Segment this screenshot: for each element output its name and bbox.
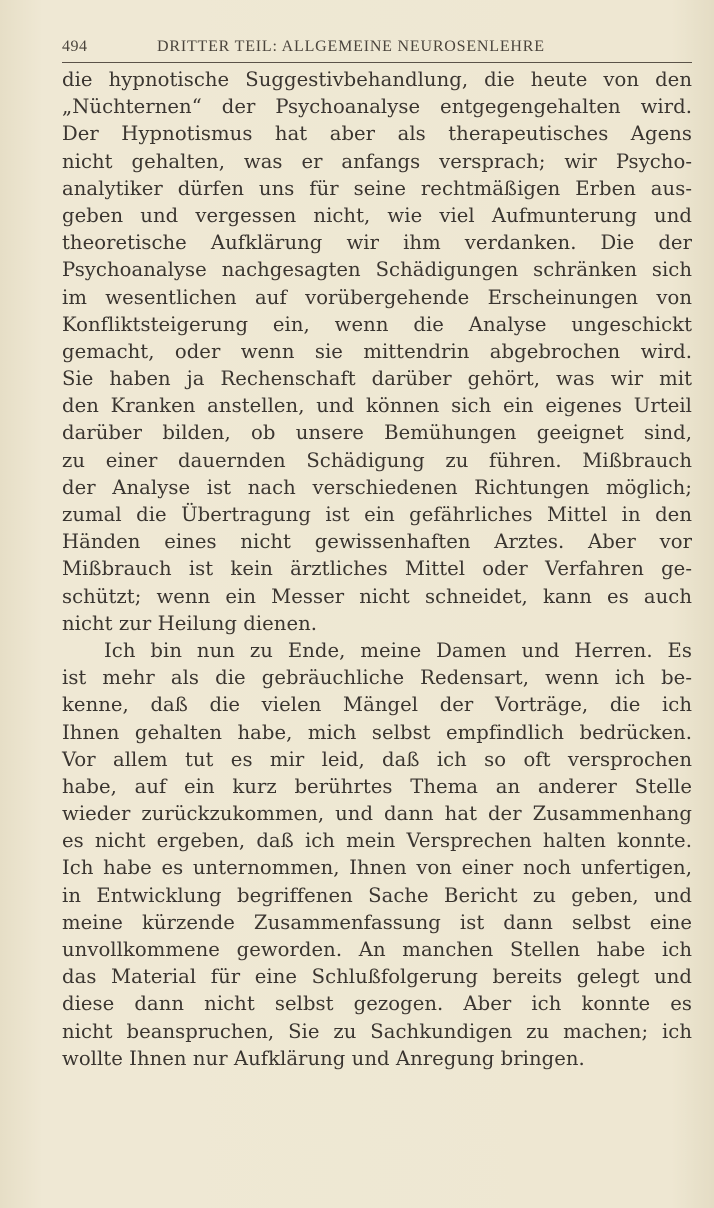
text-line: unvollkommene geworden. An manchen Stellen habe ich xyxy=(62,938,692,961)
text-line: habe, auf ein kurz berührtes Thema an anderer Stelle xyxy=(62,774,692,798)
text-line: analytiker dürfen uns für seine rechtmäßigen Erben aus- xyxy=(62,176,692,200)
text-line: ist mehr als die gebräuchliche Redensart, wenn ich be- xyxy=(62,666,692,690)
text-line: geben und vergessen nicht, wie viel Aufmunterung und xyxy=(62,203,692,227)
text-line: Ich bin nun zu Ende, meine Damen und Herren. Es xyxy=(104,638,692,662)
text-line: den Kranken anstellen, und können sich ein eigenes Urteil xyxy=(62,394,692,418)
text-line: das Material für eine Schlußfolgerung bereits gelegt und xyxy=(62,965,692,989)
text-line: wollte Ihnen nur Aufklärung und Anregung bringen. xyxy=(62,1046,585,1070)
running-head: DRITTER TEIL: ALLGEMEINE NEUROSENLEHRE xyxy=(157,38,545,55)
paragraph-2 xyxy=(62,637,692,1072)
text-line: meine kürzende Zusammenfassung ist dann selbst eine xyxy=(62,910,692,934)
text-line: Händen eines nicht gewissenhaften Arztes. Aber vor xyxy=(62,530,692,554)
text-line: diese dann nicht selbst gezogen. Aber ich konnte es xyxy=(62,992,692,1016)
text-line: Sie haben ja Rechenschaft darüber gehört, was wir mit xyxy=(62,367,692,391)
text-line: „Nüchternen“ der Psychoanalyse entgegengehalten wird. xyxy=(62,95,692,119)
text-line: Vor allem tut es mir leid, daß ich so oft versprochen xyxy=(62,747,692,771)
text-line: theoretische Aufklärung wir ihm verdanken. Die der xyxy=(62,231,692,255)
paragraph-1 xyxy=(62,66,692,637)
text-line: schützt; wenn ein Messer nicht schneidet, kann es auch xyxy=(62,584,692,608)
body-text xyxy=(62,66,692,1072)
text-line: kenne, daß die vielen Mängel der Vorträge, die ich xyxy=(62,693,692,717)
text-line: es nicht ergeben, daß ich mein Versprechen halten konnte. xyxy=(62,829,692,853)
text-line: Der Hypnotismus hat aber als therapeutisches Agens xyxy=(62,122,692,146)
text-line: nicht gehalten, was er anfangs versprach; wir Psycho- xyxy=(62,149,692,173)
text-line: zumal die Übertragung ist ein gefährliches Mittel in den xyxy=(62,503,692,526)
page-number: 494 xyxy=(62,38,88,55)
text-line: nicht beanspruchen, Sie zu Sachkundigen zu machen; ich xyxy=(62,1019,692,1043)
text-line: Ich habe es unternommen, Ihnen von einer noch unfertigen, xyxy=(62,856,692,880)
text-line: in Entwicklung begriffenen Sache Bericht zu geben, und xyxy=(62,883,692,907)
text-line: zu einer dauernden Schädigung zu führen. Mißbrauch xyxy=(62,448,692,472)
text-line: nicht zur Heilung dienen. xyxy=(62,611,318,635)
text-line: Psychoanalyse nachgesagten Schädigungen schränken sich xyxy=(62,258,692,282)
page-header xyxy=(62,36,692,63)
text-line: darüber bilden, ob unsere Bemühungen geeignet sind, xyxy=(62,421,692,445)
text-line: Konfliktsteigerung ein, wenn die Analyse ungeschickt xyxy=(62,312,692,336)
text-line: gemacht, oder wenn sie mittendrin abgebrochen wird. xyxy=(62,339,692,363)
text-line: der Analyse ist nach verschiedenen Richtungen möglich; xyxy=(62,475,692,499)
text-line: Mißbrauch ist kein ärztliches Mittel oder Verfahren ge- xyxy=(62,557,692,581)
text-line: Ihnen gehalten habe, mich selbst empfindlich bedrücken. xyxy=(62,720,692,744)
text-line: wieder zurückzukommen, und dann hat der Zusammenhang xyxy=(62,802,692,826)
text-line: die hypnotische Suggestivbehandlung, die heute von den xyxy=(62,68,692,91)
text-line: im wesentlichen auf vorübergehende Erscheinungen von xyxy=(62,285,692,309)
